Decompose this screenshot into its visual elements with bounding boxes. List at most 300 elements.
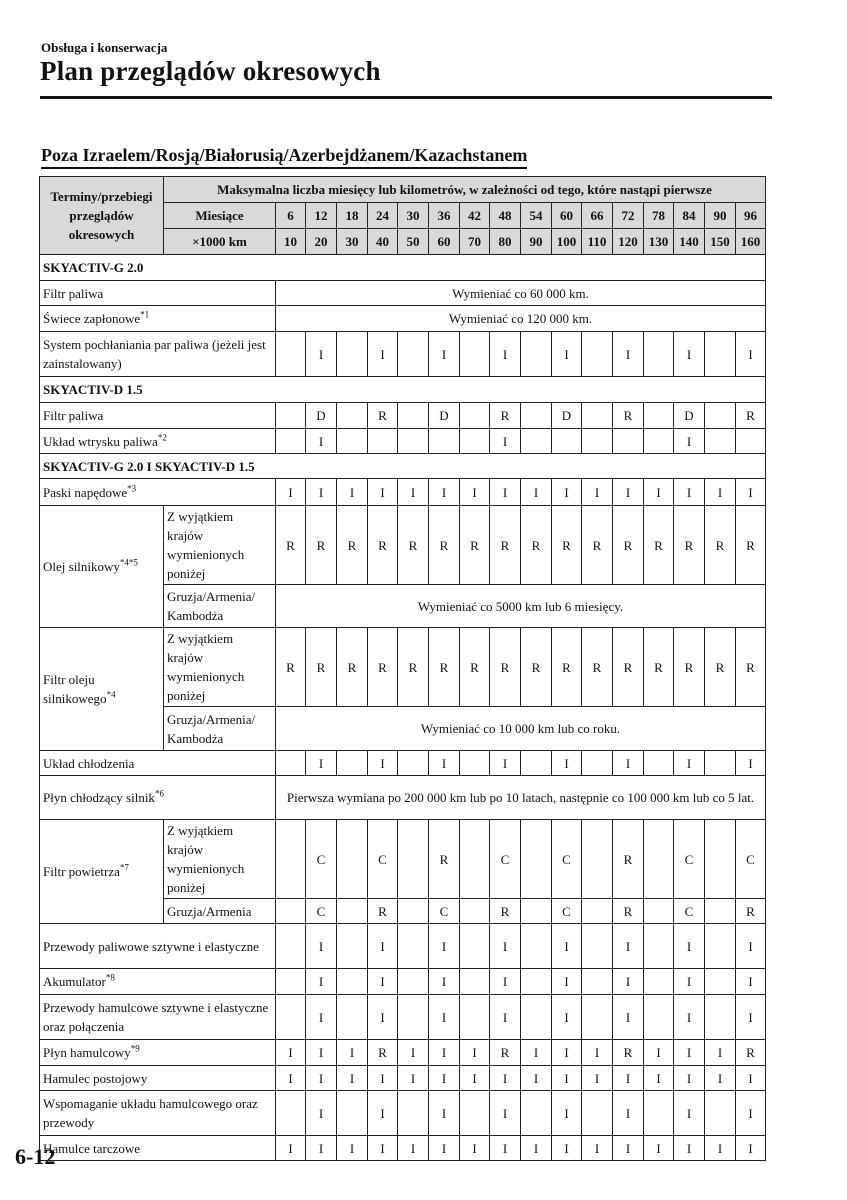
schedule-value-cell: R <box>368 403 398 429</box>
footnote-ref: *3 <box>127 483 137 494</box>
schedule-value-cell <box>276 899 306 924</box>
schedule-value-cell <box>398 751 429 776</box>
schedule-value-cell: R <box>368 506 398 585</box>
schedule-value-cell: R <box>276 506 306 585</box>
table-row <box>40 1066 766 1091</box>
header-km: 150 <box>705 229 736 255</box>
schedule-value-cell <box>521 899 552 924</box>
schedule-value-cell: I <box>429 1136 460 1161</box>
table-row <box>40 820 766 899</box>
row-label-text: Układ chłodzenia <box>43 755 135 771</box>
header-month: 48 <box>490 203 521 229</box>
schedule-value-cell: I <box>521 1136 552 1161</box>
table-row <box>40 969 766 995</box>
schedule-value-cell <box>521 1091 552 1136</box>
row-label <box>40 820 164 924</box>
schedule-value-cell <box>460 820 490 899</box>
row-label <box>40 969 276 995</box>
schedule-value-cell: R <box>705 628 736 707</box>
schedule-value-cell <box>521 332 552 377</box>
table-row <box>40 403 766 429</box>
schedule-value-cell: I <box>552 1136 582 1161</box>
section-label: Obsługa i konserwacja <box>41 40 168 55</box>
footnote-ref: *2 <box>157 432 167 443</box>
schedule-value-cell: D <box>306 403 337 429</box>
footnote-ref: *9 <box>130 1043 140 1054</box>
schedule-value-cell: R <box>736 1040 766 1066</box>
schedule-value-cell: R <box>490 506 521 585</box>
schedule-value-cell <box>337 429 368 454</box>
schedule-value-cell: R <box>429 820 460 899</box>
schedule-value-cell <box>644 820 674 899</box>
schedule-value-cell: I <box>368 924 398 969</box>
schedule-value-cell: C <box>552 899 582 924</box>
schedule-value-cell: R <box>674 506 705 585</box>
schedule-value-cell <box>337 1091 368 1136</box>
schedule-value-cell <box>337 924 368 969</box>
schedule-value-cell: I <box>368 1066 398 1091</box>
schedule-value-cell: R <box>398 506 429 585</box>
row-label <box>40 751 276 776</box>
schedule-value-cell <box>429 429 460 454</box>
header-km: 70 <box>460 229 490 255</box>
row-label <box>40 479 276 506</box>
schedule-value-cell: I <box>337 1136 368 1161</box>
row-label <box>40 281 276 306</box>
schedule-value-cell <box>398 820 429 899</box>
schedule-value-cell: R <box>490 899 521 924</box>
schedule-value-cell: R <box>736 899 766 924</box>
header-km: 10 <box>276 229 306 255</box>
schedule-value-cell <box>521 403 552 429</box>
schedule-value-cell: I <box>460 1136 490 1161</box>
header-km: 30 <box>337 229 368 255</box>
row-label-text: Przewody hamulcowe sztywne i elastyczne oraz połączenia <box>43 1000 269 1034</box>
schedule-value-cell: I <box>276 479 306 506</box>
table-row <box>40 454 766 479</box>
header-km: 140 <box>674 229 705 255</box>
schedule-value-cell <box>337 820 368 899</box>
sub-region-label: Z wyjątkiem krajów wymienionych poniżej <box>164 820 276 899</box>
schedule-value-cell: R <box>276 628 306 707</box>
row-label <box>40 429 276 454</box>
schedule-value-cell: I <box>552 332 582 377</box>
schedule-value-cell: R <box>552 506 582 585</box>
schedule-value-cell: R <box>644 506 674 585</box>
section-header-row: SKYACTIV-G 2.0 <box>40 255 766 281</box>
schedule-value-cell: C <box>306 899 337 924</box>
schedule-value-cell <box>644 995 674 1040</box>
schedule-value-cell <box>644 1091 674 1136</box>
schedule-value-cell: I <box>306 429 337 454</box>
schedule-value-cell: I <box>674 1091 705 1136</box>
schedule-value-cell: I <box>306 1091 337 1136</box>
schedule-value-cell: I <box>613 1066 644 1091</box>
table-row <box>40 332 766 377</box>
table-row <box>40 177 766 203</box>
header-km-label: ×1000 km <box>164 229 276 255</box>
schedule-value-cell: I <box>674 429 705 454</box>
schedule-value-cell <box>521 995 552 1040</box>
header-month: 84 <box>674 203 705 229</box>
schedule-value-cell: I <box>521 1066 552 1091</box>
section-header-row: SKYACTIV-G 2.0 I SKYACTIV-D 1.5 <box>40 454 766 479</box>
table-row <box>40 377 766 403</box>
schedule-value-cell <box>460 751 490 776</box>
row-label <box>40 1066 276 1091</box>
schedule-value-cell <box>276 924 306 969</box>
schedule-value-cell <box>398 995 429 1040</box>
schedule-value-cell: I <box>736 1136 766 1161</box>
schedule-value-cell <box>521 820 552 899</box>
schedule-value-cell: R <box>306 506 337 585</box>
schedule-value-cell <box>644 924 674 969</box>
sub-region-label: Gruzja/Armenia <box>164 899 276 924</box>
table-row <box>40 995 766 1040</box>
schedule-value-cell: I <box>613 1136 644 1161</box>
header-km: 80 <box>490 229 521 255</box>
schedule-value-cell: I <box>552 751 582 776</box>
row-label-text: Filtr paliwa <box>43 285 104 301</box>
schedule-value-cell: I <box>398 479 429 506</box>
schedule-value-cell: I <box>429 995 460 1040</box>
schedule-value-cell: I <box>736 332 766 377</box>
schedule-value-cell <box>582 1091 613 1136</box>
schedule-value-cell <box>276 820 306 899</box>
schedule-value-cell <box>644 429 674 454</box>
row-label-text: Hamulce tarczowe <box>43 1140 141 1156</box>
footnote-ref: *6 <box>154 788 164 799</box>
header-month: 78 <box>644 203 674 229</box>
header-km: 20 <box>306 229 337 255</box>
row-label <box>40 776 276 820</box>
header-km: 130 <box>644 229 674 255</box>
schedule-value-cell <box>521 751 552 776</box>
schedule-value-cell: I <box>490 969 521 995</box>
schedule-value-cell: I <box>490 479 521 506</box>
schedule-value-cell: I <box>306 969 337 995</box>
schedule-value-cell: I <box>582 1136 613 1161</box>
schedule-value-cell <box>398 403 429 429</box>
schedule-value-cell <box>582 924 613 969</box>
schedule-value-cell: I <box>705 1040 736 1066</box>
schedule-value-cell: C <box>368 820 398 899</box>
schedule-value-cell: I <box>490 924 521 969</box>
schedule-value-cell: I <box>398 1066 429 1091</box>
schedule-value-cell: I <box>490 995 521 1040</box>
schedule-value-cell <box>705 899 736 924</box>
row-label-text: Hamulec postojowy <box>43 1070 148 1086</box>
schedule-value-cell: R <box>521 506 552 585</box>
schedule-value-cell: I <box>736 479 766 506</box>
schedule-value-cell: I <box>736 969 766 995</box>
schedule-value-cell: D <box>674 403 705 429</box>
schedule-value-cell: I <box>306 995 337 1040</box>
schedule-value-cell: I <box>552 1091 582 1136</box>
schedule-value-cell: I <box>337 1040 368 1066</box>
schedule-value-cell: I <box>368 1091 398 1136</box>
schedule-value-cell: I <box>582 479 613 506</box>
schedule-value-cell: I <box>306 479 337 506</box>
schedule-value-cell: I <box>368 1136 398 1161</box>
schedule-value-cell <box>705 429 736 454</box>
schedule-value-cell: I <box>490 1066 521 1091</box>
row-label <box>40 1040 276 1066</box>
schedule-value-cell <box>368 429 398 454</box>
schedule-value-cell: I <box>552 1066 582 1091</box>
schedule-value-cell: R <box>521 628 552 707</box>
schedule-value-cell: I <box>521 479 552 506</box>
table-row <box>40 1136 766 1161</box>
schedule-value-cell: R <box>613 628 644 707</box>
schedule-value-cell: I <box>368 751 398 776</box>
schedule-value-cell: R <box>674 628 705 707</box>
row-label <box>40 306 276 332</box>
footnote-ref: *1 <box>140 309 150 320</box>
schedule-value-cell: I <box>674 969 705 995</box>
schedule-value-cell: I <box>582 1040 613 1066</box>
schedule-value-cell <box>705 995 736 1040</box>
schedule-value-cell <box>644 332 674 377</box>
row-label <box>40 995 276 1040</box>
schedule-value-cell <box>276 1091 306 1136</box>
row-label <box>40 403 276 429</box>
row-label <box>40 1091 276 1136</box>
schedule-value-cell: I <box>429 924 460 969</box>
sub-region-label: Gruzja/Armenia/ Kambodża <box>164 707 276 751</box>
schedule-value-cell: I <box>429 332 460 377</box>
schedule-value-cell: R <box>613 899 644 924</box>
table-row <box>40 429 766 454</box>
row-label-text: Filtr powietrza <box>43 864 120 879</box>
header-month: 18 <box>337 203 368 229</box>
schedule-value-cell <box>705 1091 736 1136</box>
schedule-value-cell: I <box>674 1040 705 1066</box>
region-title: Poza Izraelem/Rosją/Białorusią/Azerbejdżanem/Kazachstanem <box>41 145 527 169</box>
header-month: 54 <box>521 203 552 229</box>
schedule-value-cell <box>337 899 368 924</box>
schedule-value-cell: I <box>674 1066 705 1091</box>
schedule-value-cell: I <box>490 1136 521 1161</box>
schedule-value-cell <box>582 429 613 454</box>
schedule-value-cell: C <box>306 820 337 899</box>
table-row <box>40 281 766 306</box>
row-label-text: Przewody paliwowe sztywne i elastyczne <box>43 938 259 954</box>
schedule-value-cell: I <box>306 924 337 969</box>
title-rule <box>40 96 772 99</box>
schedule-value-cell: R <box>613 506 644 585</box>
header-km: 120 <box>613 229 644 255</box>
schedule-value-cell: I <box>490 1091 521 1136</box>
schedule-value-cell: R <box>582 506 613 585</box>
schedule-value-cell: I <box>460 1066 490 1091</box>
schedule-value-cell: R <box>337 506 368 585</box>
schedule-value-cell: D <box>552 403 582 429</box>
schedule-value-cell: I <box>306 751 337 776</box>
schedule-value-cell <box>582 969 613 995</box>
schedule-value-cell: I <box>674 332 705 377</box>
table-row <box>40 1091 766 1136</box>
schedule-value-cell <box>705 969 736 995</box>
schedule-value-cell <box>613 429 644 454</box>
schedule-value-cell: C <box>674 820 705 899</box>
schedule-value-cell <box>460 969 490 995</box>
sub-region-label: Z wyjątkiem krajów wymienionych poniżej <box>164 628 276 707</box>
schedule-value-cell: I <box>705 479 736 506</box>
row-label-text: Olej silnikowy <box>43 559 120 574</box>
row-label <box>40 924 276 969</box>
footnote-ref: *8 <box>105 972 115 983</box>
schedule-value-cell: I <box>736 995 766 1040</box>
schedule-value-cell <box>582 332 613 377</box>
interval-text: Wymieniać co 60 000 km. <box>276 281 766 306</box>
schedule-value-cell: I <box>552 969 582 995</box>
schedule-value-cell: I <box>276 1066 306 1091</box>
schedule-value-cell: I <box>613 1091 644 1136</box>
schedule-value-cell: R <box>368 1040 398 1066</box>
schedule-value-cell <box>644 751 674 776</box>
schedule-value-cell: I <box>613 995 644 1040</box>
schedule-value-cell: R <box>705 506 736 585</box>
schedule-value-cell <box>398 429 429 454</box>
schedule-value-cell: R <box>613 403 644 429</box>
schedule-value-cell: I <box>705 1136 736 1161</box>
schedule-value-cell <box>276 969 306 995</box>
header-km: 90 <box>521 229 552 255</box>
header-month: 60 <box>552 203 582 229</box>
row-label <box>40 628 164 751</box>
schedule-value-cell: R <box>306 628 337 707</box>
schedule-value-cell: I <box>398 1040 429 1066</box>
schedule-value-cell <box>460 403 490 429</box>
schedule-value-cell: I <box>429 751 460 776</box>
schedule-value-cell: I <box>398 1136 429 1161</box>
row-label-text: Filtr paliwa <box>43 408 104 423</box>
schedule-value-cell: I <box>337 479 368 506</box>
interval-text: Wymieniać co 120 000 km. <box>276 306 766 332</box>
schedule-value-cell <box>582 899 613 924</box>
row-label <box>40 1136 276 1161</box>
schedule-value-cell: I <box>644 479 674 506</box>
schedule-value-cell <box>521 429 552 454</box>
schedule-value-cell: I <box>613 969 644 995</box>
row-label-text: Świece zapłonowe <box>43 311 141 326</box>
schedule-value-cell: C <box>736 820 766 899</box>
header-span-title: Maksymalna liczba miesięcy lub kilometrów, w zależności od tego, które nastąpi pierwsze <box>164 177 766 203</box>
schedule-value-cell <box>644 403 674 429</box>
schedule-value-cell <box>398 899 429 924</box>
schedule-value-cell <box>460 1091 490 1136</box>
schedule-value-cell: I <box>736 924 766 969</box>
maintenance-schedule-table <box>39 176 766 1161</box>
table-row <box>40 506 766 585</box>
row-label-text: Filtr oleju silnikowego <box>43 672 107 706</box>
schedule-value-cell: I <box>644 1066 674 1091</box>
header-months-label: Miesiące <box>164 203 276 229</box>
header-km: 60 <box>429 229 460 255</box>
schedule-value-cell <box>582 403 613 429</box>
schedule-value-cell <box>705 403 736 429</box>
table-row <box>40 255 766 281</box>
schedule-value-cell: R <box>644 628 674 707</box>
schedule-value-cell: I <box>705 1066 736 1091</box>
interval-text: Wymieniać co 10 000 km lub co roku. <box>276 707 766 751</box>
table-row <box>40 924 766 969</box>
schedule-value-cell: I <box>368 479 398 506</box>
schedule-value-cell <box>460 899 490 924</box>
schedule-value-cell: I <box>674 1136 705 1161</box>
header-corner: Terminy/przebiegi przeglądów okresowych <box>40 177 164 255</box>
schedule-value-cell: I <box>460 479 490 506</box>
schedule-value-cell: I <box>736 751 766 776</box>
header-month: 72 <box>613 203 644 229</box>
schedule-value-cell <box>460 332 490 377</box>
sub-region-label: Z wyjątkiem krajów wymienionych poniżej <box>164 506 276 585</box>
schedule-value-cell: I <box>429 969 460 995</box>
page-title: Plan przeglądów okresowych <box>40 56 381 86</box>
schedule-value-cell <box>337 332 368 377</box>
row-label-text: System pochłaniania par paliwa (jeżeli jest zainstalowany) <box>43 337 266 371</box>
schedule-value-cell <box>398 332 429 377</box>
schedule-value-cell: I <box>306 1136 337 1161</box>
schedule-value-cell: I <box>613 479 644 506</box>
schedule-value-cell <box>582 751 613 776</box>
row-label-text: Wspomaganie układu hamulcowego oraz przewody <box>43 1096 258 1130</box>
schedule-value-cell <box>337 995 368 1040</box>
header-km: 50 <box>398 229 429 255</box>
schedule-value-cell <box>398 1091 429 1136</box>
schedule-value-cell: I <box>613 924 644 969</box>
schedule-value-cell: I <box>306 332 337 377</box>
row-label <box>40 332 276 377</box>
schedule-value-cell: I <box>306 1066 337 1091</box>
table-row <box>40 306 766 332</box>
schedule-value-cell: I <box>429 1066 460 1091</box>
table-row <box>40 479 766 506</box>
schedule-value-cell: R <box>736 628 766 707</box>
schedule-value-cell <box>337 969 368 995</box>
page-number: 6-12 <box>15 1144 56 1169</box>
schedule-value-cell <box>276 429 306 454</box>
schedule-value-cell: I <box>368 969 398 995</box>
schedule-value-cell: I <box>306 1040 337 1066</box>
schedule-value-cell: R <box>736 506 766 585</box>
schedule-value-cell <box>276 995 306 1040</box>
schedule-value-cell: I <box>674 479 705 506</box>
sub-region-label: Gruzja/Armenia/ Kambodża <box>164 585 276 628</box>
schedule-value-cell <box>521 969 552 995</box>
schedule-value-cell: I <box>368 332 398 377</box>
row-label-text: Płyn hamulcowy <box>43 1045 131 1060</box>
schedule-value-cell: C <box>674 899 705 924</box>
schedule-value-cell <box>276 332 306 377</box>
schedule-value-cell: R <box>460 506 490 585</box>
schedule-value-cell: I <box>674 751 705 776</box>
schedule-value-cell: R <box>490 1040 521 1066</box>
schedule-value-cell: R <box>736 403 766 429</box>
schedule-value-cell <box>644 969 674 995</box>
schedule-value-cell <box>398 924 429 969</box>
schedule-value-cell <box>736 429 766 454</box>
schedule-value-cell: I <box>552 995 582 1040</box>
schedule-value-cell: I <box>276 1136 306 1161</box>
schedule-value-cell <box>705 820 736 899</box>
row-label <box>40 506 164 628</box>
schedule-value-cell: I <box>490 429 521 454</box>
schedule-value-cell <box>582 995 613 1040</box>
schedule-value-cell: R <box>429 628 460 707</box>
interval-text: Wymieniać co 5000 km lub 6 miesięcy. <box>276 585 766 628</box>
